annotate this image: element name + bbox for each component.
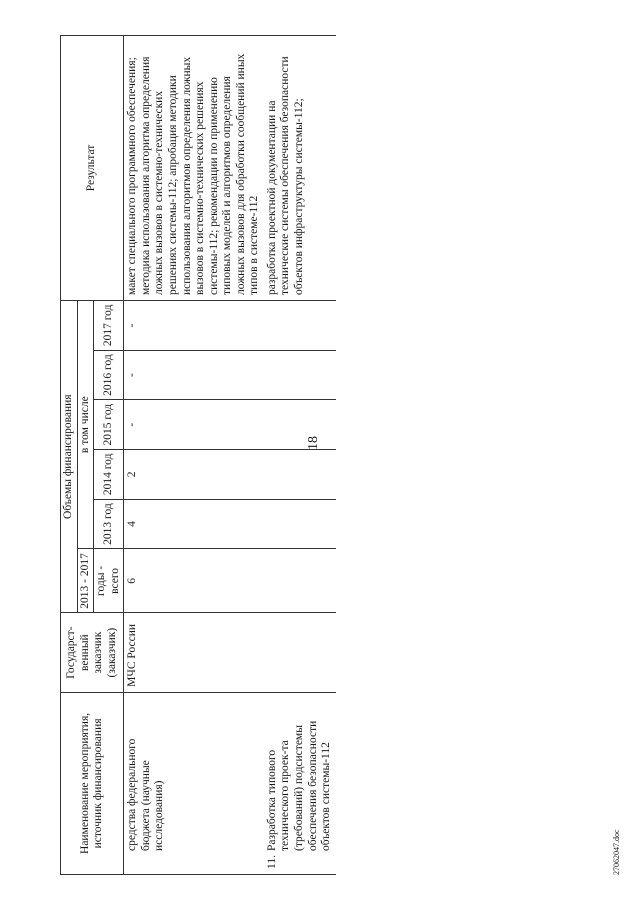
row-2017: -	[124, 300, 264, 350]
header-period: 2013 - 2017	[77, 549, 94, 613]
row-2016	[264, 350, 336, 400]
row-total	[264, 549, 336, 613]
row-customer	[264, 613, 336, 692]
row-customer: МЧС России	[124, 613, 264, 692]
row-total: 6	[124, 549, 264, 613]
page-number: 18	[306, 436, 321, 450]
row-2014	[264, 450, 336, 500]
row-2014: 2	[124, 450, 264, 500]
row-result: макет специального программного обеспечения; методика использования алгоритма определения ложных вызовов в системно-технических решениях системы-112; апробация методики использования алгоритмов определения ложных вызовов в системно-технических решениях системы-112; рекомендации по применению типовых моделей и алгоритмов определения ложных вызовов для обработки сообщений иных типов в системе-112	[124, 36, 264, 301]
header-year: 2013 год	[94, 499, 124, 549]
header-year: 2015 год	[94, 400, 124, 450]
header-including: в том числе	[77, 300, 94, 548]
funding-table	[60, 35, 336, 875]
row-name: 11.Разработка типового технического проек-та (требований) подсистемы обеспечения безопасности объектов системы-112	[264, 692, 336, 874]
row-2016: -	[124, 350, 264, 400]
table-row	[124, 36, 264, 875]
row-2013: 4	[124, 499, 264, 549]
document-id: 27062047.doc	[612, 829, 621, 875]
header-result: Результат	[61, 36, 124, 301]
header-year: 2014 год	[94, 450, 124, 500]
header-year: 2016 год	[94, 350, 124, 400]
header-name: Наименование мероприятия, источник финансирования	[61, 692, 124, 874]
row-2015: -	[124, 400, 264, 450]
row-2015	[264, 400, 336, 450]
table-row	[264, 36, 336, 875]
row-name: средства федерального бюджета (научные исследования)	[124, 692, 264, 874]
row-2013	[264, 499, 336, 549]
header-year: 2017 год	[94, 300, 124, 350]
header-customer: Государст-венный заказчик (заказчик)	[61, 613, 124, 692]
header-funding: Объемы финансирования	[61, 300, 78, 612]
row-result: разработка проектной документации на технические системы обеспечения безопасности объектов инфраструктуры системы-112;	[264, 36, 336, 301]
row-2017	[264, 300, 336, 350]
header-total: годы - всего	[94, 549, 124, 613]
